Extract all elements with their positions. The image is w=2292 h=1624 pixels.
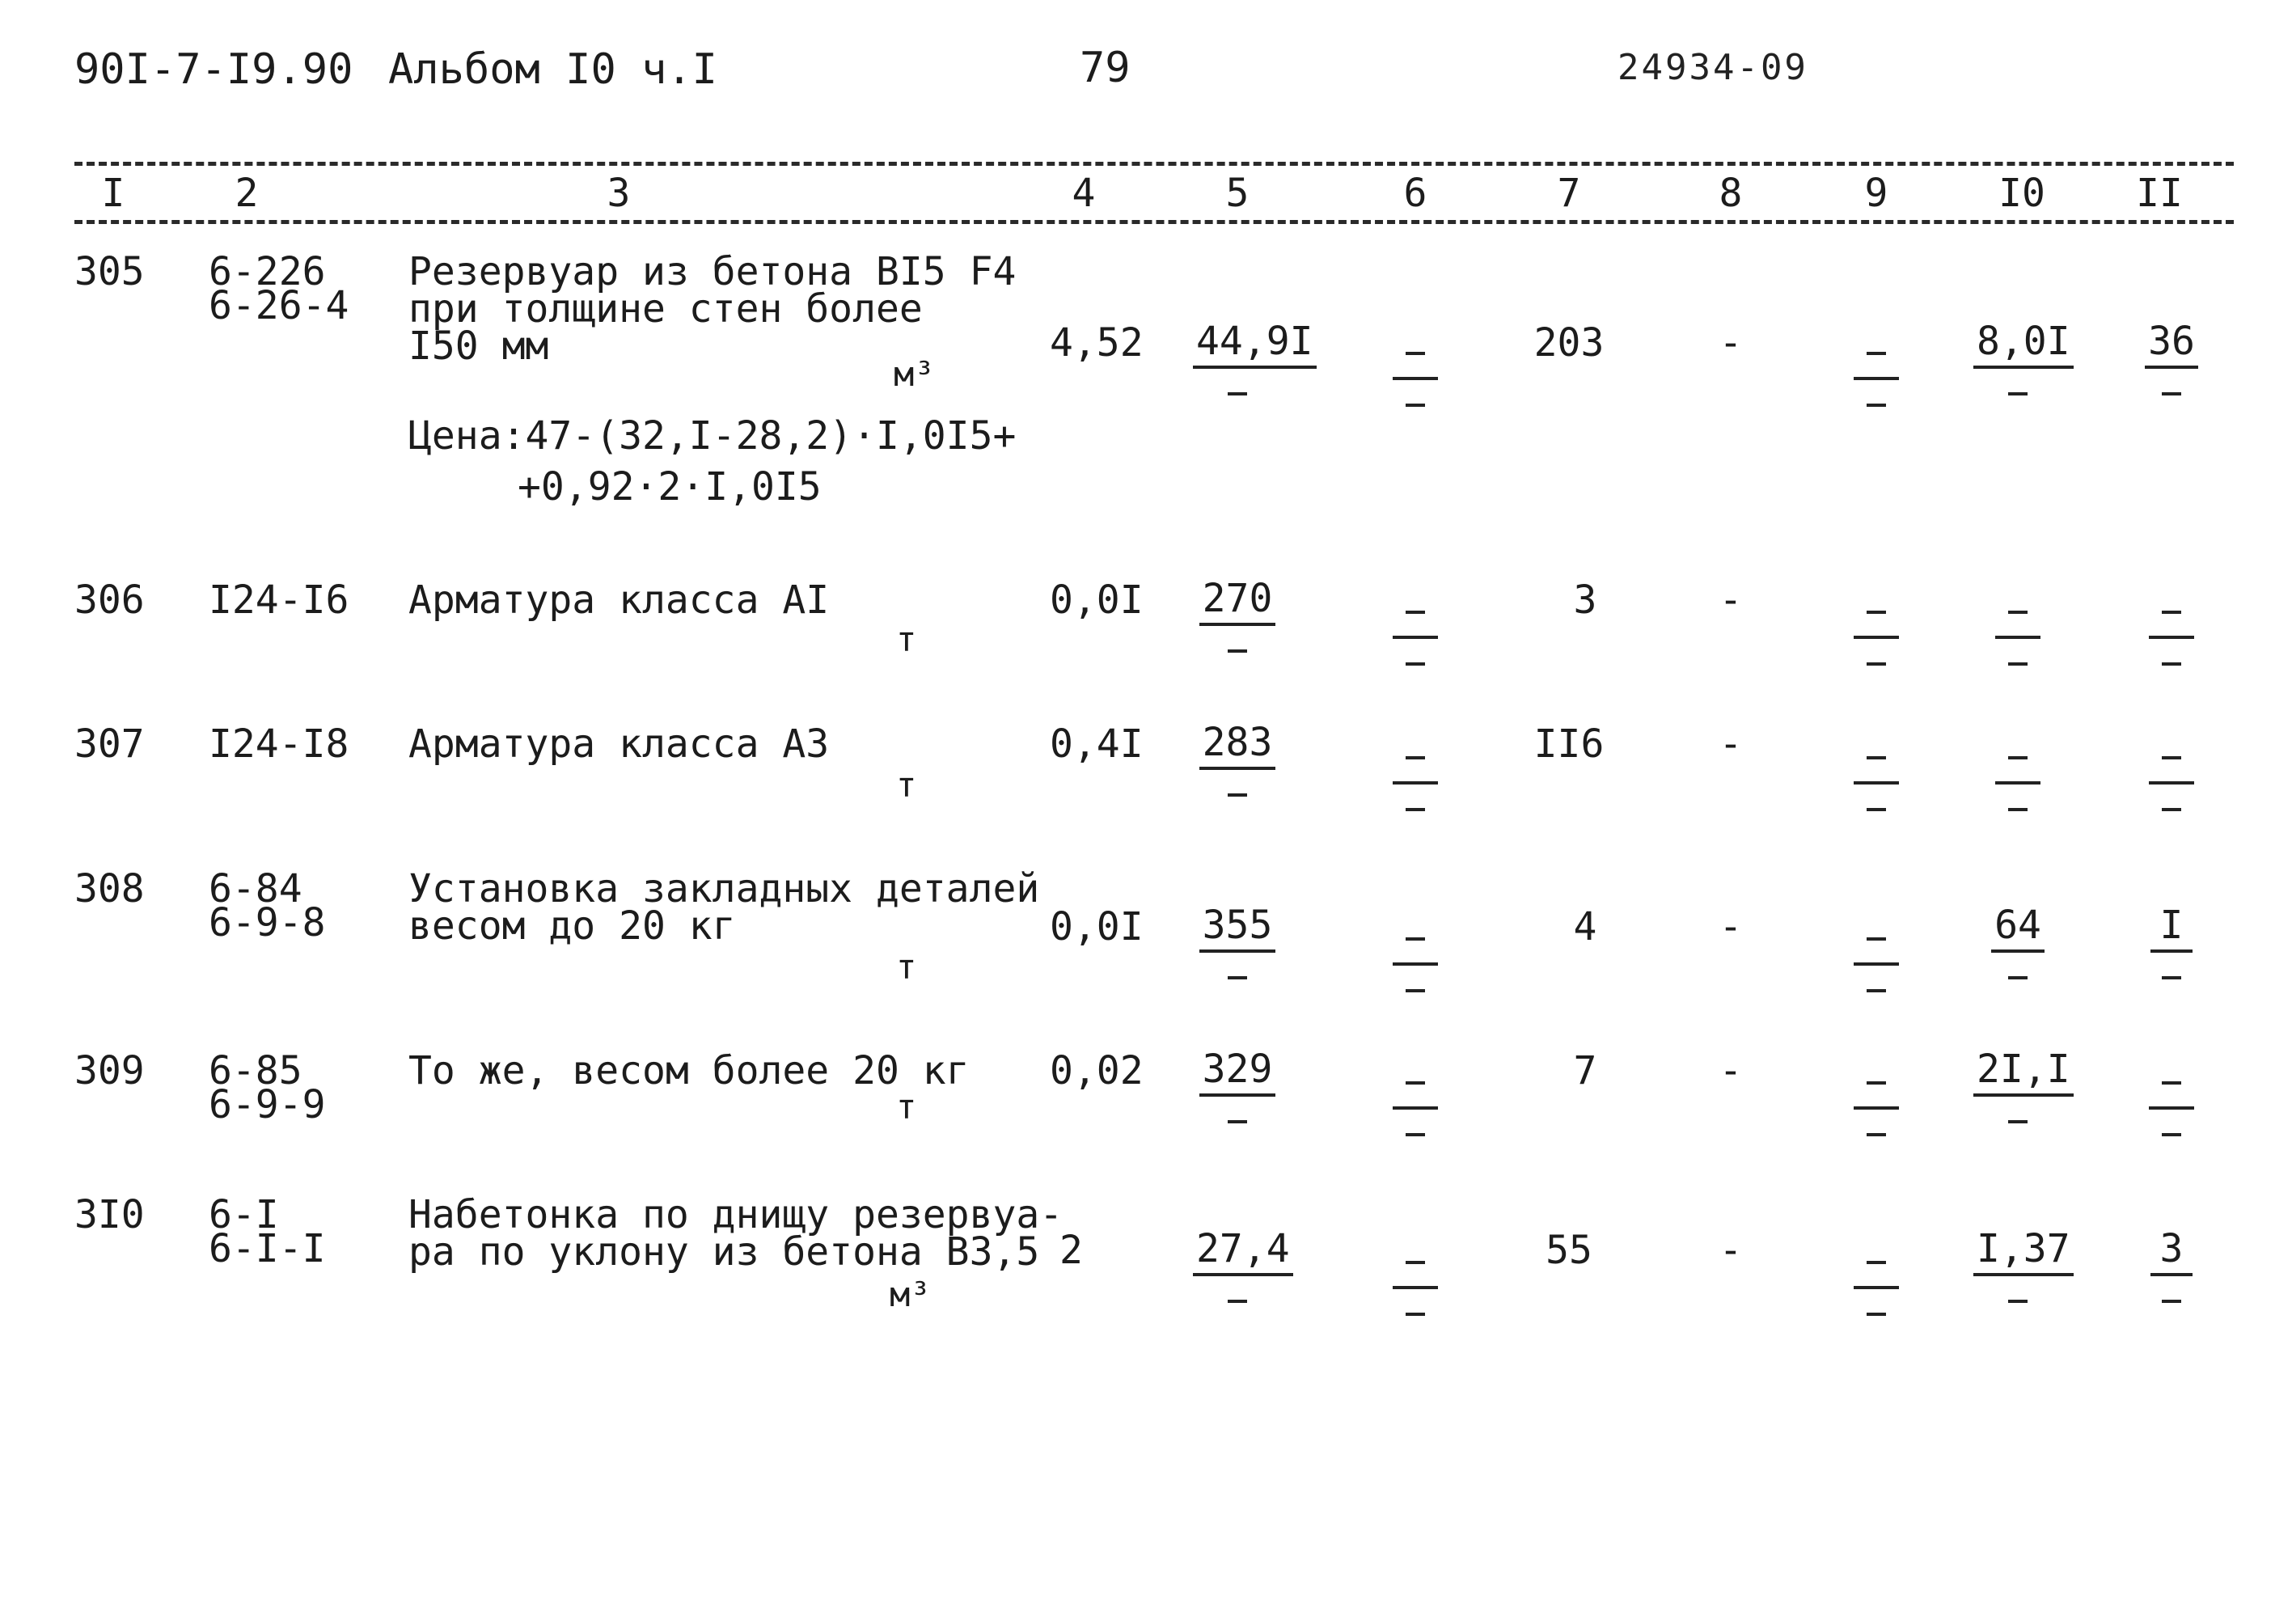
row-number: 307 bbox=[74, 721, 145, 767]
column-header-6: 6 bbox=[1403, 171, 1427, 216]
work-description: Набетонка по днищу резервуа- bbox=[408, 1192, 1064, 1237]
cost-col-6 bbox=[1371, 332, 1460, 422]
cost-col-10: 8,0I bbox=[1973, 322, 2062, 411]
unit-cost: 329 bbox=[1193, 1050, 1282, 1139]
header-top-rule bbox=[74, 162, 2234, 166]
cost-col-7: II6 bbox=[1533, 721, 1605, 767]
header-bottom-rule bbox=[74, 220, 2234, 224]
unit-cost: 44,9I bbox=[1193, 322, 1282, 411]
archive-stamp: 24934-09 bbox=[1618, 47, 1808, 88]
cost-col-8: - bbox=[1719, 1048, 1743, 1093]
cost-col-11: I bbox=[2127, 906, 2216, 995]
cost-col-6 bbox=[1371, 1061, 1460, 1152]
work-description: ра по уклону из бетона B3,5 bbox=[408, 1229, 1040, 1275]
column-header-2: 2 bbox=[235, 171, 259, 216]
unit-of-measure: т bbox=[896, 765, 917, 805]
cost-col-10: I,37 bbox=[1973, 1229, 2062, 1318]
cost-col-6 bbox=[1371, 1241, 1460, 1331]
cost-col-6 bbox=[1371, 590, 1460, 681]
norm-code: 6-I bbox=[209, 1192, 279, 1237]
cost-col-9 bbox=[1832, 1061, 1921, 1152]
quantity: 0,0I bbox=[1050, 577, 1144, 623]
quantity: 0,4I bbox=[1050, 721, 1144, 767]
unit-of-measure: м³ bbox=[894, 354, 935, 394]
cost-col-9 bbox=[1832, 917, 1921, 1008]
column-header-10: I0 bbox=[1998, 171, 2045, 216]
cost-col-7: 55 bbox=[1546, 1228, 1592, 1273]
cost-col-7: 4 bbox=[1573, 904, 1597, 949]
work-description: Арматура класса A3 bbox=[408, 721, 830, 767]
norm-code: I24-I6 bbox=[209, 577, 349, 623]
cost-col-7: 203 bbox=[1533, 320, 1605, 366]
unit-of-measure: т bbox=[896, 947, 917, 987]
price-formula: +0,92·2·I,0I5 bbox=[518, 464, 822, 510]
cost-col-6 bbox=[1371, 736, 1460, 827]
column-header-9: 9 bbox=[1864, 171, 1888, 216]
document-code: 90I-7-I9.90 bbox=[74, 45, 353, 94]
cost-col-10: 2I,I bbox=[1973, 1050, 2062, 1139]
column-header-11: II bbox=[2136, 171, 2183, 216]
page-number: 79 bbox=[1080, 44, 1131, 92]
cost-col-9 bbox=[1832, 590, 1921, 681]
norm-code: 6-26-4 bbox=[209, 283, 349, 328]
work-description: Резервуар из бетона BI5 F4 bbox=[408, 249, 1017, 294]
norm-code: I24-I8 bbox=[209, 721, 349, 767]
unit-of-measure: т bbox=[896, 620, 917, 659]
cost-col-11 bbox=[2127, 590, 2216, 681]
cost-col-9 bbox=[1832, 736, 1921, 827]
cost-col-7: 7 bbox=[1573, 1048, 1597, 1093]
work-description: Арматура класса AI bbox=[408, 577, 830, 623]
cost-col-9 bbox=[1832, 1241, 1921, 1331]
cost-col-7: 3 bbox=[1573, 577, 1597, 623]
cost-col-10 bbox=[1973, 736, 2062, 827]
unit-cost: 355 bbox=[1193, 906, 1282, 995]
norm-code: 6-9-9 bbox=[209, 1082, 326, 1127]
work-description: I50 мм bbox=[408, 324, 549, 369]
cost-col-8: - bbox=[1719, 320, 1743, 366]
norm-code: 6-84 bbox=[209, 866, 302, 911]
row-number: 305 bbox=[74, 249, 145, 294]
cost-col-6 bbox=[1371, 917, 1460, 1008]
cost-col-10 bbox=[1973, 590, 2062, 681]
cost-col-11: 36 bbox=[2127, 322, 2216, 411]
row-number: 3I0 bbox=[74, 1192, 145, 1237]
cost-col-8: - bbox=[1719, 577, 1743, 623]
column-header-1: I bbox=[101, 171, 125, 216]
album-label: Альбом I0 ч.I bbox=[388, 45, 717, 94]
price-formula: Цена:47-(32,I-28,2)·I,0I5+ bbox=[408, 413, 1017, 459]
unit-of-measure: м³ bbox=[890, 1275, 931, 1314]
cost-col-11 bbox=[2127, 736, 2216, 827]
cost-col-11 bbox=[2127, 1061, 2216, 1152]
norm-code: 6-85 bbox=[209, 1048, 302, 1093]
unit-cost: 283 bbox=[1193, 723, 1282, 812]
column-header-8: 8 bbox=[1719, 171, 1743, 216]
column-header-4: 4 bbox=[1072, 171, 1096, 216]
quantity: 2 bbox=[1059, 1228, 1083, 1273]
work-description: Установка закладных деталей bbox=[408, 866, 1040, 911]
norm-code: 6-226 bbox=[209, 249, 326, 294]
cost-col-11: 3 bbox=[2127, 1229, 2216, 1318]
cost-col-8: - bbox=[1719, 1228, 1743, 1273]
quantity: 4,52 bbox=[1050, 320, 1144, 366]
work-description: при толщине стен более bbox=[408, 286, 923, 332]
cost-col-10: 64 bbox=[1973, 906, 2062, 995]
norm-code: 6-9-8 bbox=[209, 900, 326, 945]
unit-cost: 270 bbox=[1193, 579, 1282, 668]
column-header-5: 5 bbox=[1225, 171, 1250, 216]
work-description: весом до 20 кг bbox=[408, 903, 736, 949]
unit-of-measure: т bbox=[896, 1087, 917, 1127]
row-number: 308 bbox=[74, 866, 145, 911]
row-number: 309 bbox=[74, 1048, 145, 1093]
quantity: 0,02 bbox=[1050, 1048, 1144, 1093]
norm-code: 6-I-I bbox=[209, 1226, 326, 1271]
work-description: То же, весом более 20 кг bbox=[408, 1048, 970, 1093]
unit-cost: 27,4 bbox=[1193, 1229, 1282, 1318]
column-header-3: 3 bbox=[607, 171, 631, 216]
row-number: 306 bbox=[74, 577, 145, 623]
cost-col-9 bbox=[1832, 332, 1921, 422]
cost-col-8: - bbox=[1719, 904, 1743, 949]
column-header-7: 7 bbox=[1557, 171, 1581, 216]
cost-col-8: - bbox=[1719, 721, 1743, 767]
quantity: 0,0I bbox=[1050, 904, 1144, 949]
